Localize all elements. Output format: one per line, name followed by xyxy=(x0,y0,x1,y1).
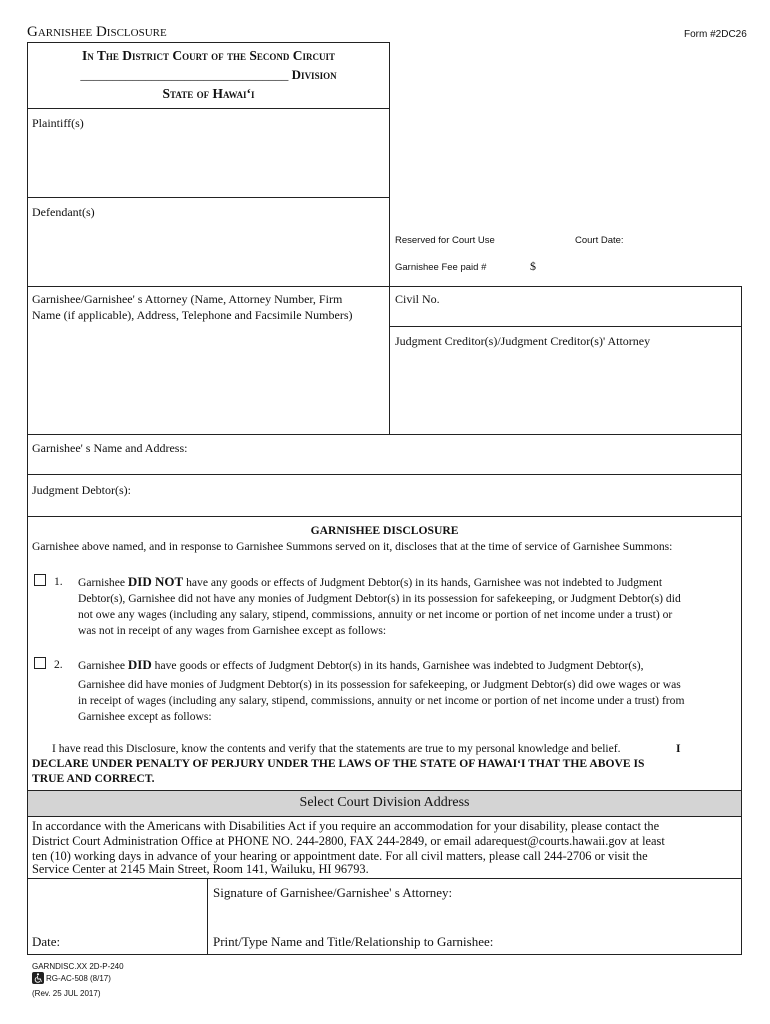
defendant-label: Defendant(s) xyxy=(32,205,95,219)
declaration-line1: I have read this Disclosure, know the contents and verify that the statements are true to my personal knowledge and belief. xyxy=(52,742,621,755)
declaration-line2: DECLARE UNDER PENALTY OF PERJURY UNDER THE LAWS OF THE STATE OF HAWAI‘I THAT THE ABOVE IS xyxy=(32,757,645,770)
footer-code-3: (Rev. 25 JUL 2017) xyxy=(32,989,101,998)
footer-code-2: RG-AC-508 (8/17) xyxy=(46,974,111,983)
state-name: State of Hawai‘i xyxy=(162,86,255,101)
disclosure-intro: Garnishee above named, and in response to Garnishee Summons served on it, discloses that at the time of service of Garnishee Summons: xyxy=(32,540,673,553)
date-label[interactable]: Date: xyxy=(32,934,61,949)
item2-line4: Garnishee except as follows: xyxy=(78,710,212,723)
plaintiff-label: Plaintiff(s) xyxy=(32,116,84,130)
garnishee-name-label: Garnishee' s Name and Address: xyxy=(32,441,188,455)
ada-line3: ten (10) working days in advance of your hearing or appointment date. For all civil matters, please call 244-2706 or visit the xyxy=(32,849,648,863)
form-title: Garnishee Disclosure xyxy=(27,24,167,40)
item1-line3: not owe any wages (including any salary, stipend, commissions, annuity or net income or portion of net income under a trust) or xyxy=(78,608,673,621)
item2-line3: in receipt of wages (including any salary, stipend, commissions, annuity or net income or portion of net income under a trust) from xyxy=(78,694,685,707)
division-blank[interactable]: ________________________________ xyxy=(80,67,289,82)
reserved-label: Reserved for Court Use xyxy=(395,235,495,246)
item2-number: 2. xyxy=(54,658,63,671)
item2-line2: Garnishee did have monies of Judgment Debtor(s) in its possession for safekeeping, or Judgment Debtor(s) did owe wages or was xyxy=(78,678,681,691)
fee-dollar-sign: $ xyxy=(530,259,536,273)
did-not-emphasis: DID NOT xyxy=(127,574,184,589)
item1-line4: was not in receipt of any wages from Garnishee except as follows: xyxy=(78,624,387,637)
attorney-label-line2: Name (if applicable), Address, Telephone and Facsimile Numbers) xyxy=(32,308,353,322)
court-date-label: Court Date: xyxy=(575,235,624,246)
item1-line1: Garnishee DID NOT have any goods or effects of Judgment Debtor(s) in its hands, Garnishee was not indebted to Judgment xyxy=(78,574,663,589)
signature-label: Signature of Garnishee/Garnishee' s Attorney: xyxy=(213,885,453,900)
item1-line2: Debtor(s), Garnishee did not have any monies of Judgment Debtor(s) in its possession for safekeeping, or Judgment Debtor(s) did xyxy=(78,592,681,605)
ada-line1: In accordance with the Americans with Disabilities Act if you require an accommodation for your disability, please contact the xyxy=(32,819,660,833)
did-checkbox[interactable] xyxy=(34,657,46,669)
did-not-checkbox[interactable] xyxy=(34,574,46,586)
select-division-label: Select Court Division Address xyxy=(299,795,470,810)
ada-line2: District Court Administration Office at PHONE NO. 244-2800, FAX 244-2849, or email adarequest@courts.hawaii.gov at least xyxy=(32,834,665,848)
division-label: Division xyxy=(291,67,337,82)
judgment-debtor-box[interactable] xyxy=(27,474,742,517)
judgment-debtor-label: Judgment Debtor(s): xyxy=(32,483,131,497)
item2-line1: Garnishee DID have goods or effects of Judgment Debtor(s) in its hands, Garnishee was indebted to Judgment Debtor(s), xyxy=(78,657,644,672)
civil-no-label: Civil No. xyxy=(395,292,440,306)
declaration-i: I xyxy=(676,742,681,755)
attorney-label-line1: Garnishee/Garnishee' s Attorney (Name, Attorney Number, Firm xyxy=(32,292,343,306)
court-name: In The District Court of the Second Circuit xyxy=(81,48,336,63)
division-line xyxy=(27,67,390,83)
ada-line4: Service Center at 2145 Main Street, Room 141, Wailuku, HI 96793. xyxy=(32,862,369,876)
declaration-line3: TRUE AND CORRECT. xyxy=(32,772,155,785)
print-name-label: Print/Type Name and Title/Relationship to Garnishee: xyxy=(213,934,494,949)
judgment-creditor-label: Judgment Creditor(s)/Judgment Creditor(s)' Attorney xyxy=(395,334,651,348)
fee-label: Garnishee Fee paid # xyxy=(395,262,487,273)
footer-code-1: GARNDISC.XX 2D-P-240 xyxy=(32,962,124,971)
disclosure-heading: GARNISHEE DISCLOSURE xyxy=(310,524,459,537)
did-emphasis: DID xyxy=(127,657,152,672)
wheelchair-icon xyxy=(32,972,44,984)
form-number: Form #2DC26 xyxy=(684,29,747,40)
item1-number: 1. xyxy=(54,575,63,588)
